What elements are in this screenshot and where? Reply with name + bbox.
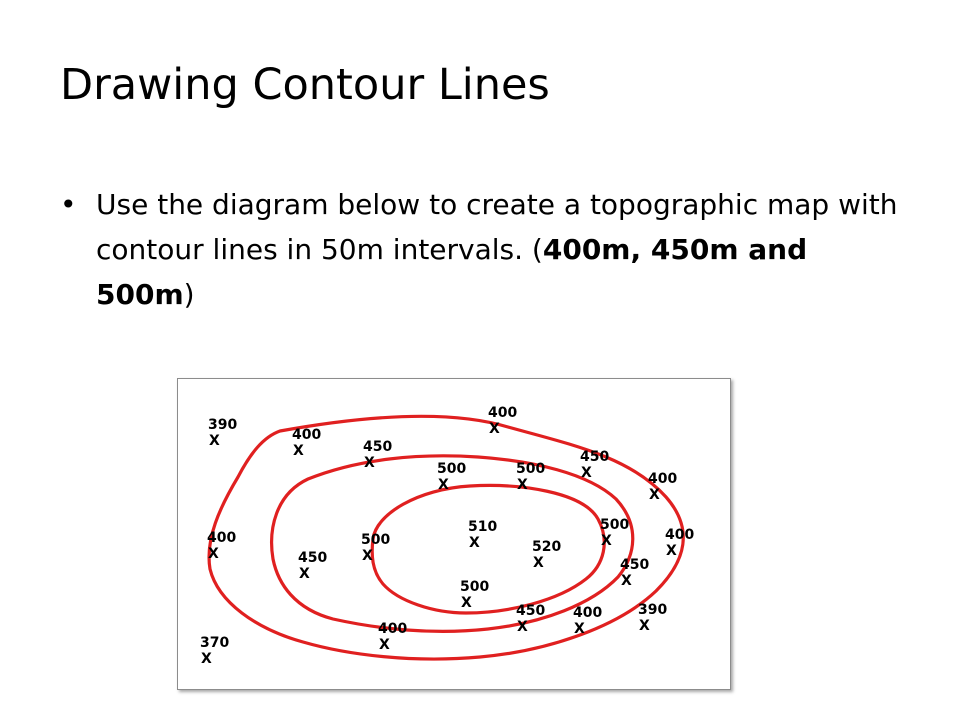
survey-marker: X: [469, 535, 480, 551]
elevation-value: 400: [665, 527, 695, 543]
elevation-value: 510: [468, 519, 498, 535]
elevation-point: [378, 621, 407, 653]
elevation-value: 500: [437, 461, 467, 477]
bullet-text-close: ): [183, 278, 195, 311]
elevation-value: 500: [516, 461, 546, 477]
elevation-point: [292, 427, 321, 459]
elevation-value: 450: [620, 557, 650, 573]
survey-marker: X: [666, 543, 677, 559]
elevation-value: 450: [363, 439, 393, 455]
survey-marker: X: [208, 546, 219, 562]
bullet-text-intro: Use the diagram below to create a topographic map with contour lines in 50m intervals. (: [96, 188, 898, 266]
elevation-value: 450: [298, 550, 328, 566]
elevation-point: [361, 532, 390, 564]
elevation-value: 450: [516, 603, 546, 619]
elevation-point: [580, 449, 609, 481]
elevation-point: [363, 439, 392, 471]
elevation-point: [200, 635, 229, 667]
elevation-point: [208, 417, 237, 449]
elevation-point: [488, 405, 517, 437]
elevation-point: [468, 519, 497, 551]
elevation-value: 520: [532, 539, 562, 555]
elevation-point: [298, 550, 327, 582]
survey-marker: X: [639, 618, 650, 634]
elevation-point: [620, 557, 649, 589]
survey-marker: X: [201, 651, 212, 667]
survey-marker: X: [649, 487, 660, 503]
bullet-icon: •: [60, 188, 77, 221]
topographic-map-diagram: [177, 378, 731, 690]
survey-marker: X: [581, 465, 592, 481]
elevation-point: [207, 530, 236, 562]
survey-marker: X: [601, 533, 612, 549]
elevation-value: 400: [207, 530, 237, 546]
elevation-value: 400: [648, 471, 678, 487]
elevation-value: 450: [580, 449, 610, 465]
survey-marker: X: [621, 573, 632, 589]
survey-marker: X: [574, 621, 585, 637]
survey-marker: X: [533, 555, 544, 571]
survey-marker: X: [438, 477, 449, 493]
elevation-value: 370: [200, 635, 230, 651]
survey-marker: X: [517, 619, 528, 635]
contour-map-svg: [178, 379, 730, 689]
bullet-text: [96, 182, 900, 317]
survey-marker: X: [461, 595, 472, 611]
slide-title: Drawing Contour Lines: [60, 60, 550, 110]
contour-line-400: [209, 416, 683, 659]
survey-marker: X: [293, 443, 304, 459]
bullet-item: [60, 182, 900, 317]
survey-marker: X: [517, 477, 528, 493]
elevation-value: 390: [208, 417, 238, 433]
bullet-text-levels: 400m, 450m and 500m: [96, 233, 808, 311]
contour-lines: [209, 416, 683, 659]
survey-marker: X: [299, 566, 310, 582]
elevation-point: [648, 471, 677, 503]
survey-marker: X: [379, 637, 390, 653]
elevation-point: [600, 517, 629, 549]
elevation-value: 390: [638, 602, 668, 618]
elevation-points: [200, 405, 694, 667]
elevation-value: 400: [573, 605, 603, 621]
survey-marker: X: [209, 433, 220, 449]
elevation-value: 500: [361, 532, 391, 548]
elevation-value: 500: [600, 517, 630, 533]
elevation-value: 400: [488, 405, 518, 421]
elevation-value: 400: [378, 621, 408, 637]
elevation-point: [638, 602, 667, 634]
elevation-value: 400: [292, 427, 322, 443]
survey-marker: X: [364, 455, 375, 471]
elevation-point: [460, 579, 489, 611]
elevation-value: 500: [460, 579, 490, 595]
survey-marker: X: [489, 421, 500, 437]
survey-marker: X: [362, 548, 373, 564]
elevation-point: [532, 539, 561, 571]
